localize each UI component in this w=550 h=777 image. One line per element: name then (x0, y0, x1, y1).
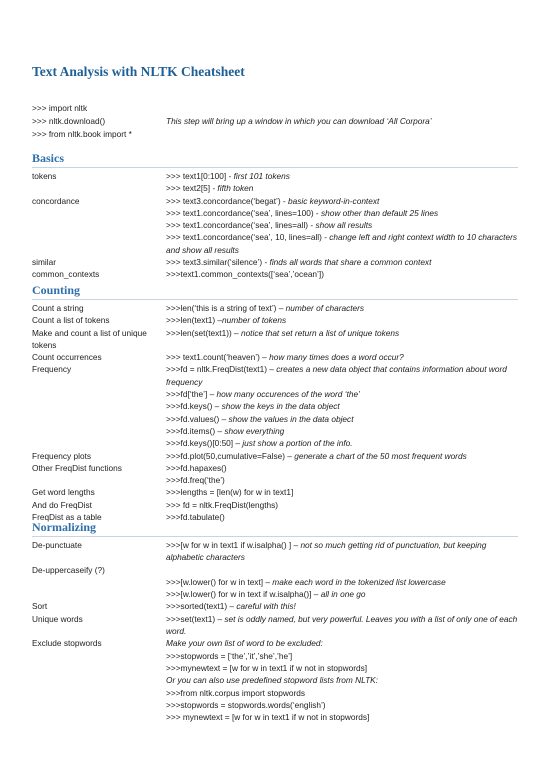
row-note: show the values in the data object (228, 413, 354, 424)
row-content (166, 674, 518, 686)
section-heading: Counting (32, 283, 518, 300)
row-content (166, 539, 518, 564)
row-content (166, 462, 518, 474)
row-code: >>>stopwords = stopwords.words(‘english’) (166, 699, 326, 710)
row-code: >>>mynewtext = [w for w in text1 if w not in stopwords] (166, 662, 368, 673)
row-label (32, 182, 166, 194)
row-note: number of tokens (222, 315, 287, 326)
row-code: >>>text1.common_contexts([‘sea’,’ocean’]) (166, 269, 324, 280)
row-code: >>>fd.keys() – (166, 401, 222, 412)
row-note: generate a chart of the 50 most frequent words (294, 450, 467, 461)
row-content (166, 207, 518, 219)
row-note: just show a portion of the info. (242, 438, 353, 449)
row-note: Make your own list of word to be excluded: (166, 638, 323, 649)
row-code: >>>fd.items() – (166, 425, 225, 436)
row-code: >>>[w.lower() for w in text if w.isalpha()] – (166, 589, 321, 600)
row-code: >>>fd = nltk.FreqDist(text1) – (166, 364, 277, 375)
row-code: >>>len(‘this is a string of text’) – (166, 303, 286, 313)
page-title: Text Analysis with NLTK Cheatsheet (32, 64, 245, 79)
row-label: Make and count a list of unique tokens (32, 327, 147, 350)
row-content (166, 363, 518, 388)
row-code: >>>fd.keys()[0:50] – (166, 438, 243, 449)
row-code: >>> text1.concordance(‘sea’, 10, lines=all) - (166, 232, 330, 243)
row-code: >>> text3.similar(‘silence’) - (166, 257, 270, 268)
row-note: make each word in the tokenized list lowercase (272, 576, 446, 587)
row-note: set is oddly named, but very powerful. Leaves you with a list of only one of each word. (166, 613, 518, 637)
row-label (32, 219, 166, 231)
row-content (166, 650, 518, 662)
row-code: >>>set(text1) – (166, 613, 225, 624)
row-label (32, 711, 166, 723)
row-label (32, 425, 166, 437)
row-label: Exclude stopwords (32, 638, 102, 649)
row-note: - first 101 tokens (226, 171, 290, 181)
row-note: Or you can also use predefined stopword lists from NLTK: (166, 675, 378, 686)
row-label: And do FreqDist (32, 499, 92, 510)
row-label: Count a string (32, 303, 84, 313)
row-code: >>> mynewtext = [w for w in text1 if w not in stopwords] (166, 712, 370, 723)
row-content (166, 687, 518, 699)
row-code: >>>sorted(text1) – (166, 601, 237, 612)
row-note: finds all words that share a common context (269, 257, 432, 268)
row-content (166, 499, 518, 511)
row-label (32, 674, 166, 686)
row-note: how many occurences of the word ‘the’ (216, 389, 360, 400)
row-code: >>>len(set(text1)) – (166, 327, 241, 338)
section-normalizing (32, 520, 518, 723)
row-label (32, 388, 166, 400)
intro-note (166, 128, 432, 141)
row-code: >>> text2[5] (166, 183, 211, 194)
row-code: >>>[w for w in text1 if w.isalpha() ] – (166, 540, 301, 550)
row-note: creates a new data object that contains information about word frequency (166, 364, 507, 387)
row-content (166, 437, 518, 449)
row-note: not so much getting rid of punctuation, but keeping alphabetic characters (166, 540, 487, 563)
row-label: similar (32, 257, 56, 268)
row-label: Frequency plots (32, 450, 92, 461)
row-content (166, 662, 518, 674)
row-label: common_contexts (32, 269, 100, 280)
row-note: show all results (315, 220, 373, 231)
row-label (32, 650, 166, 662)
intro-note: This step will bring up a window in which you can download ‘All Corpora’ (166, 115, 432, 126)
row-note: basic keyword-in-context (288, 195, 380, 206)
row-content (166, 564, 518, 576)
row-label: Count a list of tokens (32, 315, 110, 326)
row-note: change left and right context width to 10 characters and show all results (166, 232, 517, 255)
row-label (32, 207, 166, 219)
row-content (166, 637, 518, 649)
row-label: concordance (32, 195, 80, 206)
row-note: careful with this! (236, 601, 296, 612)
intro-line (32, 102, 432, 115)
row-label: De-punctuate (32, 540, 82, 550)
intro-code: >>> from nltk.book import * (32, 128, 132, 139)
section-heading: Basics (32, 151, 518, 168)
row-content (166, 195, 518, 207)
intro-line (32, 128, 432, 141)
row-content (166, 170, 518, 182)
row-note: number of characters (285, 303, 365, 313)
row-code: >>> text1.count(‘heaven’) – (166, 352, 270, 363)
row-code: >>> text3.concordance(‘begat’) - (166, 195, 288, 206)
row-code: >>>[w.lower() for w in text] – (166, 576, 273, 587)
row-content (166, 327, 518, 352)
section-basics (32, 151, 518, 281)
row-label: Sort (32, 601, 48, 612)
row-label (32, 699, 166, 711)
row-label: Count occurrences (32, 352, 102, 363)
row-content (166, 351, 518, 363)
row-label (32, 576, 166, 588)
row-code: >>>stopwords = [‘the’,’it’,’she’,’he’] (166, 650, 293, 661)
section-rows (32, 302, 518, 523)
section-heading: Normalizing (32, 520, 518, 537)
row-content (166, 699, 518, 711)
row-content (166, 400, 518, 412)
row-content (166, 256, 518, 268)
row-note: all in one go (320, 589, 366, 600)
row-label: Get word lengths (32, 487, 95, 498)
row-label (32, 231, 166, 256)
row-label (32, 588, 166, 600)
row-content (166, 613, 518, 638)
row-content (166, 182, 518, 194)
row-label: FreqDist as a table (32, 512, 102, 523)
intro-block (32, 102, 432, 141)
row-label: Other FreqDist functions (32, 462, 122, 473)
row-content (166, 268, 518, 280)
row-code: >>> text1.concordance(‘sea’, lines=100) - (166, 207, 321, 218)
row-content (166, 486, 518, 498)
row-label (32, 662, 166, 674)
row-code: >>>fd.tabulate() (166, 512, 225, 523)
intro-code: >>> import nltk (32, 103, 88, 113)
row-note: show everything (224, 425, 285, 436)
row-code: >>>lengths = [len(w) for w in text1] (166, 487, 294, 498)
row-content (166, 413, 518, 425)
row-label (32, 400, 166, 412)
row-label: Frequency (32, 364, 72, 375)
row-code: >>>fd.plot(50,cumulative=False) – (166, 450, 295, 461)
row-note: show the keys in the data object (221, 401, 340, 412)
section-counting (32, 283, 518, 523)
row-label: tokens (32, 171, 57, 181)
row-code: >>> text1[0:100] (166, 171, 227, 181)
row-code: >>> fd = nltk.FreqDist(lengths) (166, 499, 279, 510)
intro-code: >>> nltk.download() (32, 115, 106, 126)
row-label (32, 687, 166, 699)
row-content (166, 314, 518, 326)
row-label (32, 437, 166, 449)
row-note: notice that set return a list of unique tokens (240, 327, 400, 338)
row-code: >>>fd.values() – (166, 413, 229, 424)
row-content (166, 450, 518, 462)
row-code: >>>fd.freq(‘the’) (166, 475, 225, 486)
row-label (32, 474, 166, 486)
row-label: Unique words (32, 613, 83, 624)
row-content (166, 302, 518, 314)
row-content (166, 231, 518, 256)
row-content (166, 600, 518, 612)
row-code: >>> text1.concordance(‘sea’, lines=all) - (166, 220, 316, 231)
section-rows (32, 170, 518, 281)
row-label: De-uppercaseify (?) (32, 564, 105, 575)
intro-note (166, 102, 432, 115)
row-content (166, 711, 518, 723)
section-rows (32, 539, 518, 723)
row-content (166, 474, 518, 486)
row-note: show other than default 25 lines (320, 207, 439, 218)
row-label (32, 413, 166, 425)
row-note: - fifth token (210, 183, 254, 194)
row-note: how many times does a word occur? (269, 352, 404, 363)
row-code: >>>len(text1) – (166, 315, 223, 326)
intro-line (32, 115, 432, 128)
row-code: >>>from nltk.corpus import stopwords (166, 687, 306, 698)
row-content (166, 576, 518, 588)
row-code: >>>fd[‘the’] – (166, 389, 217, 400)
row-content (166, 588, 518, 600)
row-content (166, 425, 518, 437)
row-content (166, 219, 518, 231)
row-content (166, 388, 518, 400)
row-code: >>>fd.hapaxes() (166, 462, 227, 473)
